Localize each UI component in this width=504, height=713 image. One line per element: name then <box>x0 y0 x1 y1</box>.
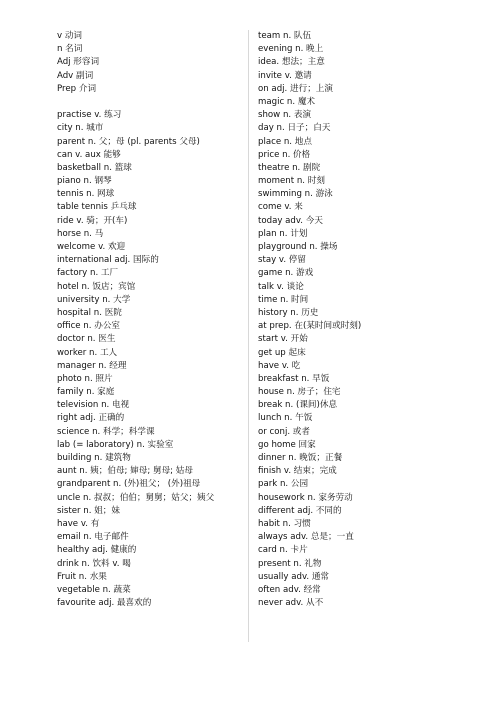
blank-line <box>57 96 242 109</box>
vocabulary-entry: break n. (课间)休息 <box>258 400 338 411</box>
vocabulary-entry: v 动词 <box>57 31 83 41</box>
vocabulary-entry: international adj. 国际的 <box>57 255 159 266</box>
vocabulary-entry: uncle n. 叔叔；伯伯；舅舅；姑父；姨父 <box>57 492 215 503</box>
vocabulary-entry: or conj. 或者 <box>258 426 310 437</box>
vocabulary-entry: go home 回家 <box>258 439 316 450</box>
vocabulary-entry: playground n. 操场 <box>258 242 338 252</box>
vocabulary-entry: science n. 科学；科学课 <box>57 426 155 437</box>
vocabulary-entry: house n. 房子；住宅 <box>258 387 341 398</box>
vocabulary-entry: have v. 有 <box>57 518 100 529</box>
vocabulary-entry: price n. 价格 <box>258 149 311 160</box>
vocabulary-entry: practise v. 练习 <box>57 110 122 121</box>
vocabulary-entry: grandparent n. (外)祖父； (外)祖母 <box>57 479 201 490</box>
vocabulary-entry: day n. 日子；白天 <box>258 123 331 134</box>
vocabulary-entry: healthy adj. 健康的 <box>57 545 137 556</box>
vocabulary-entry: sister n. 姐；妹 <box>57 505 120 516</box>
vocabulary-entry: lab (= laboratory) n. 实验室 <box>57 439 174 450</box>
vocabulary-entry: office n. 办公室 <box>57 321 121 332</box>
vocabulary-entry: moment n. 时刻 <box>258 176 325 187</box>
vocabulary-entry: Adj 形容词 <box>57 57 100 68</box>
vocabulary-entry: can v. aux 能够 <box>57 149 121 160</box>
vocabulary-column-left <box>57 30 242 610</box>
vocabulary-entry: habit n. 习惯 <box>258 518 311 529</box>
vocabulary-entry: stay v. 停留 <box>258 255 306 266</box>
vocabulary-entry: come v. 来 <box>258 202 303 213</box>
vocabulary-entry: email n. 电子邮件 <box>57 532 129 543</box>
vocabulary-entry: Prep 介词 <box>57 83 97 94</box>
vocabulary-entry: history n. 历史 <box>258 307 319 318</box>
vocabulary-entry: breakfast n. 早饭 <box>258 373 330 384</box>
vocabulary-entry: always adv. 总是；一直 <box>258 532 354 543</box>
vocabulary-entry: usually adv. 通常 <box>258 571 330 582</box>
vocabulary-entry: dinner n. 晚饭；正餐 <box>258 453 343 463</box>
vocabulary-entry: often adv. 经常 <box>258 584 321 595</box>
vocabulary-entry: television n. 电视 <box>57 400 130 411</box>
vocabulary-entry: Adv 副词 <box>57 70 94 81</box>
vocabulary-entry: on adj. 进行；上演 <box>258 83 333 94</box>
vocabulary-entry: basketball n. 篮球 <box>57 162 132 173</box>
vocabulary-entry: worker n. 工人 <box>57 347 118 358</box>
vocabulary-entry: vegetable n. 蔬菜 <box>57 584 131 595</box>
vocabulary-entry: ride v. 骑；开(车) <box>57 215 128 226</box>
vocabulary-entry: theatre n. 剧院 <box>258 162 321 173</box>
vocabulary-entry: welcome v. 欢迎 <box>57 242 126 252</box>
vocabulary-entry: horse n. 马 <box>57 228 104 239</box>
vocabulary-entry: present n. 礼物 <box>258 558 322 569</box>
vocabulary-entry: factory n. 工厂 <box>57 268 119 279</box>
vocabulary-entry: place n. 地点 <box>258 136 312 147</box>
vocabulary-entry: family n. 家庭 <box>57 387 115 398</box>
vocabulary-entry: finish v. 结束；完成 <box>258 466 337 477</box>
vocabulary-entry: university n. 大学 <box>57 294 131 305</box>
vocabulary-entry: table tennis 乒乓球 <box>57 202 137 213</box>
vocabulary-entry: at prep. 在(某时间或时刻) <box>258 321 362 332</box>
vocabulary-entry: magic n. 魔术 <box>258 96 316 107</box>
vocabulary-entry: today adv. 今天 <box>258 215 323 226</box>
vocabulary-entry: n 名词 <box>57 44 83 55</box>
vocabulary-column-right <box>258 30 448 610</box>
vocabulary-entry: aunt n. 姨；伯母; 婶母; 舅母; 姑母 <box>57 466 193 477</box>
vocabulary-entry: plan n. 计划 <box>258 228 308 239</box>
vocabulary-entry: different adj. 不同的 <box>258 505 342 516</box>
vocabulary-entry: swimming n. 游泳 <box>258 189 333 200</box>
vocabulary-entry: invite v. 邀请 <box>258 70 312 81</box>
vocabulary-entry: start v. 开始 <box>258 334 308 345</box>
vocabulary-entry: get up 起床 <box>258 347 306 358</box>
vocabulary-entry: have v. 吃 <box>258 360 301 371</box>
vocabulary-entry: parent n. 父；母 (pl. parents 父母) <box>57 136 200 147</box>
vocabulary-entry: drink n. 饮料 v. 喝 <box>57 558 131 569</box>
vocabulary-entry: lunch n. 午饭 <box>258 413 313 424</box>
vocabulary-entry: never adv. 从不 <box>258 598 324 609</box>
vocabulary-entry: card n. 卡片 <box>258 545 308 556</box>
vocabulary-entry: evening n. 晚上 <box>258 44 324 55</box>
vocabulary-entry: show n. 表演 <box>258 110 312 121</box>
vocabulary-entry: idea. 想法；主意 <box>258 57 325 68</box>
vocabulary-entry: photo n. 照片 <box>57 373 113 384</box>
vocabulary-entry: city n. 城市 <box>57 123 104 134</box>
vocabulary-entry: manager n. 经理 <box>57 360 127 371</box>
vocabulary-entry: piano n. 钢琴 <box>57 176 112 187</box>
vocabulary-entry: park n. 公园 <box>258 479 309 490</box>
vocabulary-entry: favourite adj. 最喜欢的 <box>57 598 152 609</box>
column-divider <box>248 30 249 642</box>
vocabulary-entry: building n. 建筑物 <box>57 453 131 463</box>
vocabulary-entry: time n. 时间 <box>258 294 309 305</box>
vocabulary-entry: team n. 队伍 <box>258 31 312 41</box>
vocabulary-entry: tennis n. 网球 <box>57 189 115 200</box>
vocabulary-entry: talk v. 谈论 <box>258 281 304 292</box>
vocabulary-entry: housework n. 家务劳动 <box>258 492 353 503</box>
vocabulary-entry: hospital n. 医院 <box>57 307 122 318</box>
vocabulary-entry: right adj. 正确的 <box>57 413 125 424</box>
vocabulary-entry: hotel n. 饭店；宾馆 <box>57 281 136 292</box>
vocabulary-entry: Fruit n. 水果 <box>57 571 107 582</box>
vocabulary-entry: doctor n. 医生 <box>57 334 116 345</box>
vocabulary-entry: game n. 游戏 <box>258 268 314 279</box>
